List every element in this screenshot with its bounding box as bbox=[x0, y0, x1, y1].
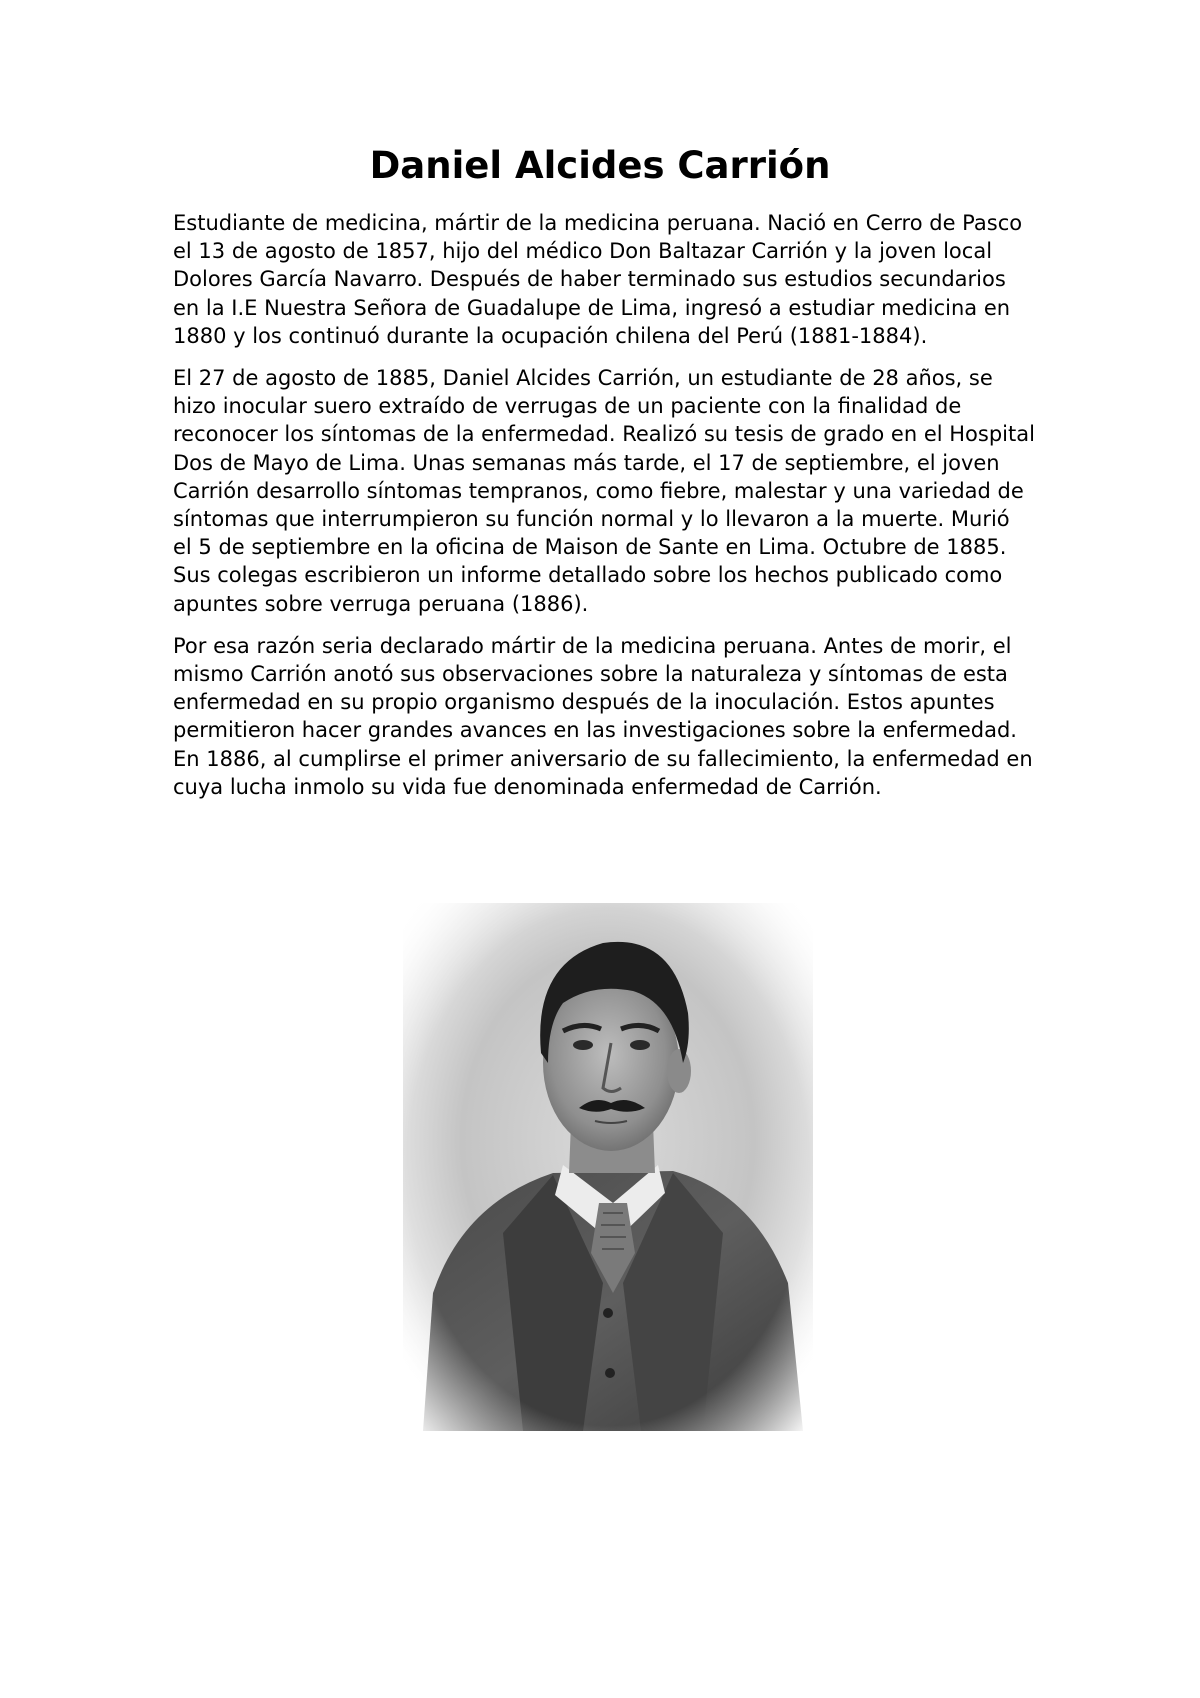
portrait-illustration bbox=[403, 903, 813, 1431]
document-title: Daniel Alcides Carrión bbox=[369, 144, 831, 187]
paragraph-3: Por esa razón seria declarado mártir de la medicina peruana. Antes de morir, el mismo Carrión anotó sus observaciones sobre la naturaleza y síntomas de esta enfermedad en su propio organismo después de la inoculación. Estos apuntes permitieron hacer grandes avances en las investigaciones sobre la enfermedad. En 1886, al cumplirse el primer aniversario de su fallecimiento, la enfermedad en cuya lucha inmolo su vida fue denominada enfermedad de Carrión. bbox=[173, 633, 1033, 799]
paragraph-2: El 27 de agosto de 1885, Daniel Alcides Carrión, un estudiante de 28 años, se hizo inocular suero extraído de verrugas de un paciente con la finalidad de reconocer los síntomas de la enfermedad. Realizó su tesis de grado en el Hospital Dos de Mayo de Lima. Unas semanas más tarde, el 17 de septiembre, el joven Carrión desarrollo síntomas tempranos, como fiebre, malestar y una variedad de síntomas que interrumpieron su función normal y lo llevaron a la muerte. Murió el 5 de septiembre en la oficina de Maison de Sante en Lima. Octubre de 1885. Sus colegas escribieron un informe detallado sobre los hechos publicado como apuntes sobre verruga peruana (1886). bbox=[173, 366, 1035, 616]
paragraph-1: Estudiante de medicina, mártir de la medicina peruana. Nació en Cerro de Pasco el 13 de agosto de 1857, hijo del médico Don Baltazar Carrión y la joven local Dolores García Navarro. Después de haber terminado sus estudios secundarios en la I.E Nuestra Señora de Guadalupe de Lima, ingresó a estudiar medicina en 1880 y los continuó durante la ocupación chilena del Perú (1881-1884). bbox=[173, 211, 1023, 348]
document-body bbox=[173, 209, 1035, 815]
portrait-photo bbox=[403, 903, 813, 1431]
